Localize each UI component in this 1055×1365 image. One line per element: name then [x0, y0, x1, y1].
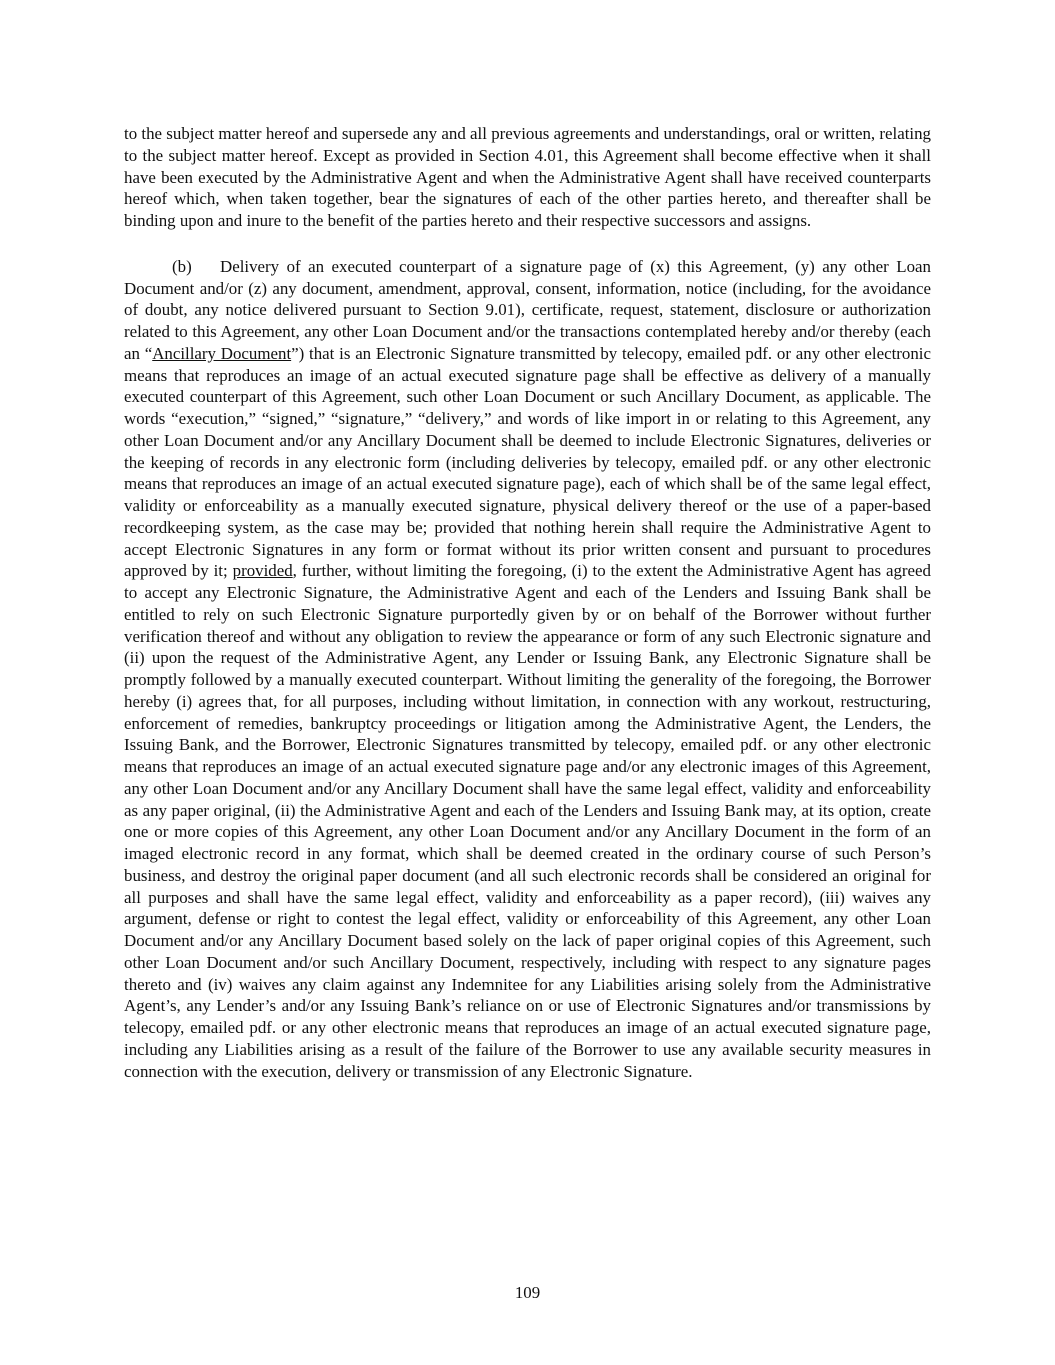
paragraph-b-text-3: , further, without limiting the foregoing, (i) to the extent the Administrative Agent has agreed to accept any Electronic Signature, the Administrative Agent and each of the Lenders and Issuing Bank shall be entitled to rely on such Electronic Signature purportedly given by or on behalf of the Borrower without further verification thereof and without any obligation to review the appearance or form of any such Electronic signature and (ii) upon the request of the Administrative Agent, any Lender or Issuing Bank, any Electronic Signature shall be promptly followed by a manually executed counterpart. Without limiting the generality of the foregoing, the Borrower hereby (i) agrees that, for all purposes, including without limitation, in connection with any workout, restructuring, enforcement of remedies, bankruptcy proceedings or litigation among the Administrative Agent, the Lenders, the Issuing Bank, and the Borrower, Electronic Signatures transmitted by telecopy, emailed pdf. or any other electronic means that reproduces an image of an actual executed signature page and/or any electronic images of this Agreement, any other Loan Document and/or any Ancillary Document shall have the same legal effect, validity and enforceability as any paper original, (ii) the Administrative Agent and each of the Lenders and Issuing Bank may, at its option, create one or more copies of this Agreement, any other Loan Document and/or any Ancillary Document in the form of an imaged electronic record in any format, which shall be deemed created in the ordinary course of such Person’s business, and destroy the original paper document (and all such electronic records shall be considered an original for all purposes and shall have the same legal effect, validity and enforceability as a paper record), (iii) waives any argument, defense or right to contest the legal effect, validity or enforceability of this Agreement, any other Loan Document and/or any Ancillary Document based solely on the lack of paper original copies of this Agreement, such other Loan Document and/or such Ancillary Document, respectively, including with respect to any signature pages thereto and (iv) waives any claim against any Indemnitee for any Liabilities arising solely from the Administrative Agent’s, any Lender’s and/or any Issuing Bank’s reliance on or use of Electronic Signatures and/or transmissions by telecopy, emailed pdf. or any other electronic means that reproduces an image of an actual executed signature page, including any Liabilities arising as a result of the failure of the Borrower to use any available security measures in connection with the execution, delivery or transmission of any Electronic Signature.: [124, 561, 931, 1081]
paragraph-b-text-1: Delivery of an executed counterpart of a signature page of (x) this Agreement, (y) any other Loan Document and/or (z) any document, amendment, approval, consent, information, notice (including, for the avoidance of doubt, any notice delivered pursuant to Section 9.01), certificate, request, statement, disclosure or authorization related to this Agreement, any other Loan Document and/or the transactions contemplated hereby and/or thereby (each an “: [124, 256, 931, 363]
paragraph-b-text-2: ”) that is an Electronic Signature transmitted by telecopy, emailed pdf. or any other electronic means that reproduces an image of an actual executed signature page shall be effective as delivery of a manually executed counterpart of this Agreement, such other Loan Document or such Ancillary Document, as applicable. The words “execution,” “signed,” “signature,” “delivery,” and words of like import in or relating to this Agreement, any other Loan Document and/or any Ancillary Document shall be deemed to include Electronic Signatures, deliveries or the keeping of records in any electronic form (including deliveries by telecopy, emailed pdf. or any other electronic means that reproduces an image of an actual executed signature page), each of which shall be of the same legal effect, validity or enforceability as a manually executed signature, physical delivery thereof or the use of a paper-based recordkeeping system, as the case may be; provided that nothing herein shall require the Administrative Agent to accept Electronic Signatures in any form or format without its prior written consent and pursuant to procedures approved by it;: [124, 343, 931, 581]
paragraph-a-continued: to the subject matter hereof and supersede any and all previous agreements and understandings, oral or written, relating to the subject matter hereof. Except as provided in Section 4.01, this Agreement shall become effective when it shall have been executed by the Administrative Agent and when the Administrative Agent shall have received counterparts hereof which, when taken together, bear the signatures of each of the other parties hereto, and thereafter shall be binding upon and inure to the benefit of the parties hereto and their respective successors and assigns.: [124, 124, 931, 230]
defined-term-ancillary-document: Ancillary Document: [152, 343, 292, 363]
provided-term: provided: [232, 561, 293, 581]
paragraph-b-label: (b): [172, 256, 192, 276]
paragraph-b: [124, 256, 931, 1083]
document-page: [124, 123, 931, 1082]
page-number: 109: [514, 1283, 541, 1302]
